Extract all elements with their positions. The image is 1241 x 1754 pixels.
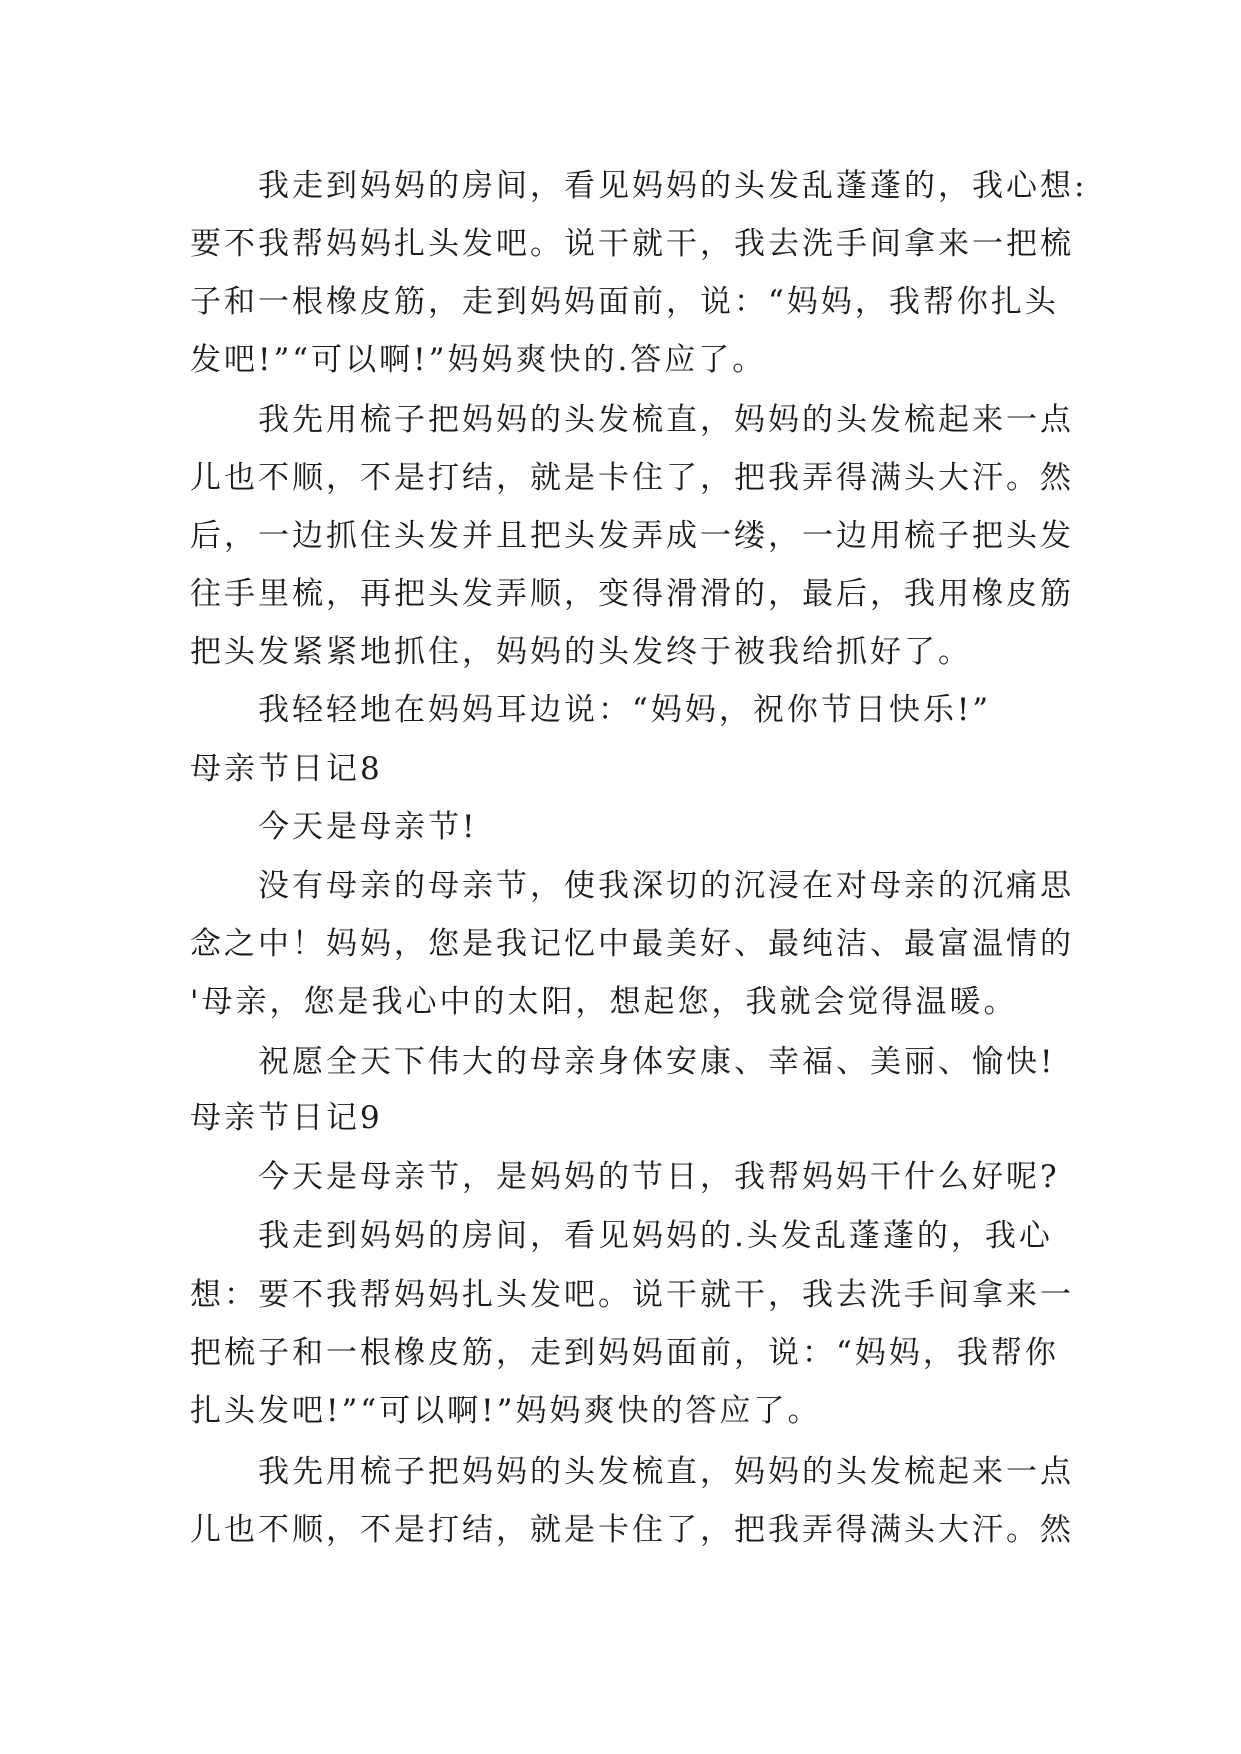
section-heading: 母亲节日记8 <box>190 751 383 787</box>
text-line: 念之中！妈妈，您是我记忆中最美好、最纯洁、最富温情的 <box>190 926 1074 962</box>
text-line: 把梳子和一根橡皮筋，走到妈妈面前，说：“妈妈，我帮你 <box>190 1335 1059 1371</box>
text-line: 子和一根橡皮筋，走到妈妈面前，说：“妈妈，我帮你扎头 <box>190 284 1059 320</box>
text-line: 想：要不我帮妈妈扎头发吧。说干就干，我去洗手间拿来一 <box>190 1277 1074 1313</box>
section-heading: 母亲节日记9 <box>190 1100 383 1136</box>
text-line: 今天是母亲节，是妈妈的节日，我帮妈妈干什么好呢? <box>258 1159 1060 1195</box>
text-line: 把头发紧紧地抓住，妈妈的头发终于被我给抓好了。 <box>190 634 972 670</box>
text-line: 我走到妈妈的房间，看见妈妈的.头发乱蓬蓬的，我心 <box>258 1218 1053 1254</box>
text-line: 今天是母亲节! <box>258 809 478 845</box>
text-line: '母亲，您是我心中的太阳，想起您，我就会觉得温暖。 <box>190 984 1018 1020</box>
text-line: 祝愿全天下伟大的母亲身体安康、幸福、美丽、愉快! <box>258 1044 1056 1080</box>
text-line: 往手里梳，再把头发弄顺，变得滑滑的，最后，我用橡皮筋 <box>190 576 1074 612</box>
text-line: 我先用梳子把妈妈的头发梳直，妈妈的头发梳起来一点 <box>258 1454 1074 1490</box>
text-line: 儿也不顺，不是打结，就是卡住了，把我弄得满头大汗。然 <box>190 460 1074 496</box>
text-line: 要不我帮妈妈扎头发吧。说干就干，我去洗手间拿来一把梳 <box>190 226 1074 262</box>
text-line: 我走到妈妈的房间，看见妈妈的头发乱蓬蓬的，我心想: <box>258 168 1088 204</box>
text-line: 后，一边抓住头发并且把头发弄成一缕，一边用梳子把头发 <box>190 518 1074 554</box>
text-line: 我轻轻地在妈妈耳边说：“妈妈，祝你节日快乐!” <box>258 692 992 728</box>
text-line: 发吧!”“可以啊!”妈妈爽快的.答应了。 <box>190 342 767 378</box>
text-line: 扎头发吧!”“可以啊!”妈妈爽快的答应了。 <box>190 1393 822 1429</box>
text-line: 没有母亲的母亲节，使我深切的沉浸在对母亲的沉痛思 <box>258 868 1074 904</box>
text-line: 我先用梳子把妈妈的头发梳直，妈妈的头发梳起来一点 <box>258 402 1074 438</box>
text-line: 儿也不顺，不是打结，就是卡住了，把我弄得满头大汗。然 <box>190 1512 1074 1548</box>
